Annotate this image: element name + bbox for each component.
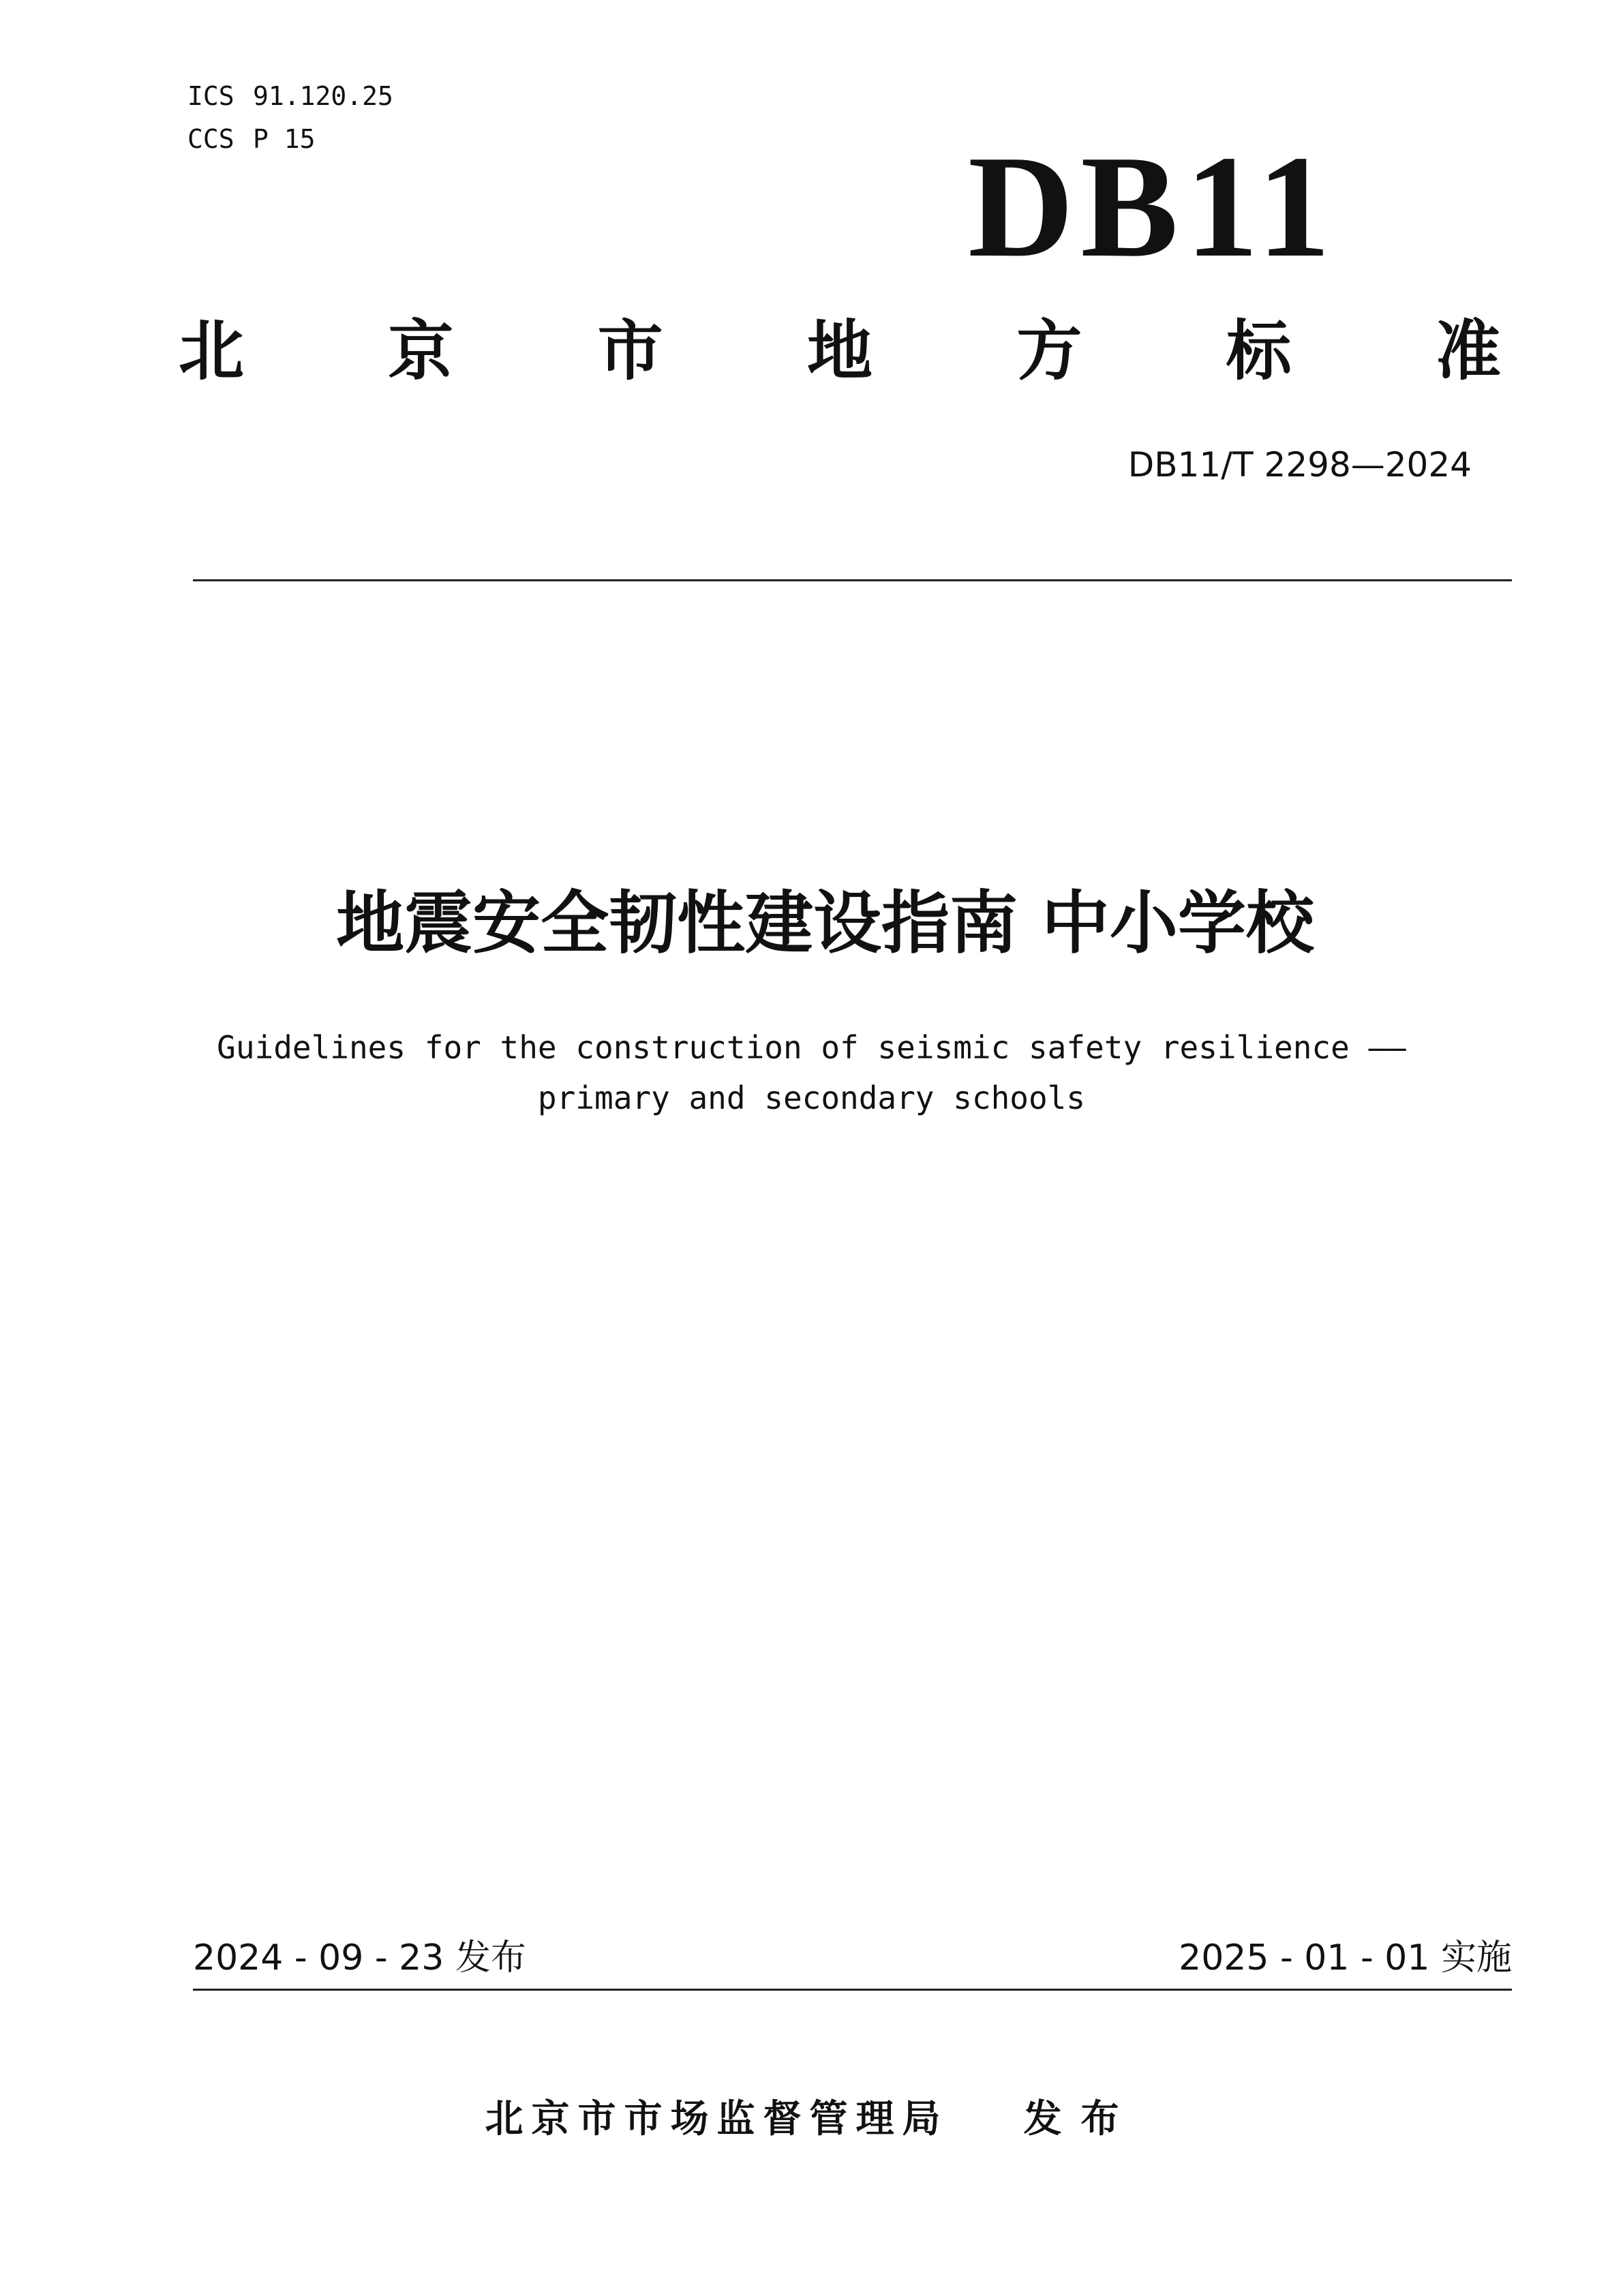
ccs-value: P 15 <box>253 124 316 154</box>
standard-title-char: 标 <box>1226 313 1292 389</box>
dates-row <box>193 1934 1512 1982</box>
standard-title-char: 市 <box>597 313 663 389</box>
document-title-english-line1: Guidelines for the construction of seismic safety resilience —— <box>217 1029 1406 1066</box>
document-title-english-line2: primary and secondary schools <box>537 1080 1086 1116</box>
issuer-line <box>0 2092 1623 2147</box>
standard-title-char: 方 <box>1016 313 1082 389</box>
bottom-divider <box>193 1989 1512 1991</box>
standard-title-char: 北 <box>179 313 244 389</box>
standard-title-char: 京 <box>388 313 454 389</box>
document-title-english <box>0 1022 1623 1123</box>
db-logo: DB11 <box>968 125 1337 288</box>
standard-title <box>179 310 1501 392</box>
ccs-code <box>187 121 316 157</box>
publish-date: 2024 - 09 - 23 发布 <box>193 1938 526 1978</box>
ics-value: 91.120.25 <box>253 81 393 111</box>
standard-number: DB11/T 2298—2024 <box>1127 445 1472 485</box>
ccs-label: CCS <box>187 124 234 154</box>
ics-code <box>187 78 393 114</box>
implement-date: 2025 - 01 - 01 实施 <box>1179 1938 1512 1978</box>
document-title: 地震安全韧性建设指南 中小学校 <box>336 883 1314 963</box>
standard-title-char: 地 <box>806 313 873 389</box>
top-divider <box>193 579 1512 581</box>
issuer-action: 发布 <box>1023 2097 1138 2141</box>
standard-title-char: 准 <box>1435 313 1501 389</box>
issuer-name: 北京市市场监督管理局 <box>485 2097 949 2141</box>
ics-label: ICS <box>187 81 234 111</box>
